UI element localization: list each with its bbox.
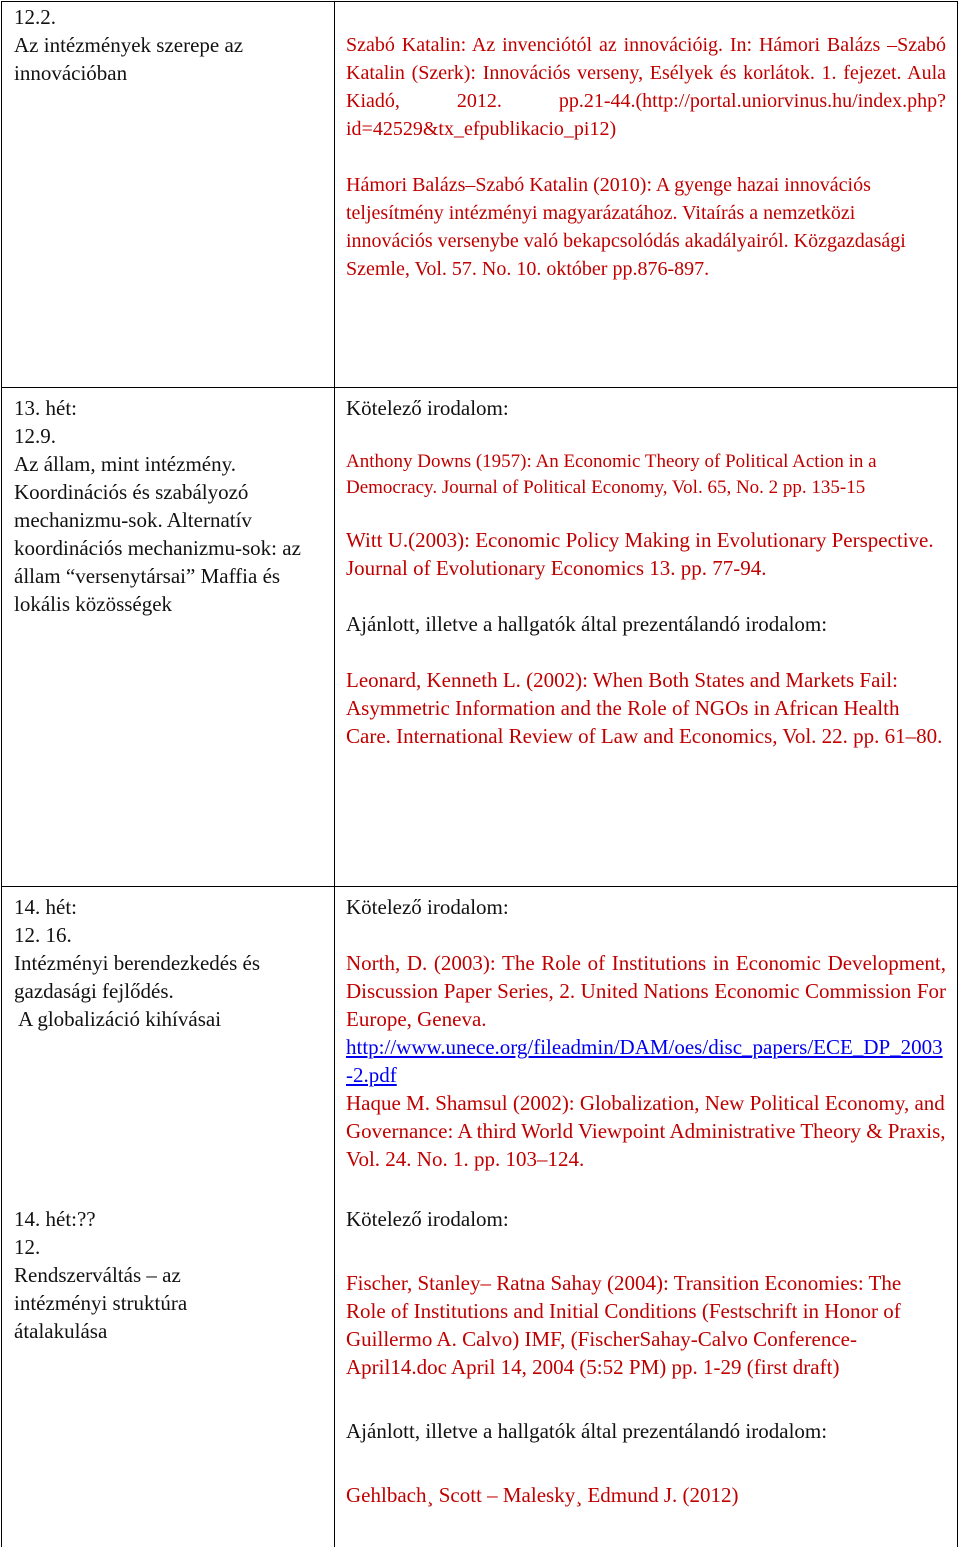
row2-required-label: Kötelező irodalom: bbox=[346, 396, 509, 420]
row4-readings-cell bbox=[346, 1205, 946, 1509]
row3-topic: Intézményi berendezkedés és gazdasági fejlődés. bbox=[14, 951, 261, 1003]
row3-link-line bbox=[346, 1033, 946, 1089]
row2-topic-cell bbox=[14, 394, 324, 618]
row2-reference-3: Leonard, Kenneth L. (2002): When Both States and Markets Fail: Asymmetric Information and the Role of NGOs in African Health Care. International Review of Law and Economics, Vol. 22. pp. 61–80. bbox=[346, 668, 943, 748]
row2-week: 13. hét: bbox=[14, 396, 77, 420]
row1-reference-2: Hámori Balázs–Szabó Katalin (2010): A gyenge hazai innovációs teljesítmény intézményi magyarázatához. Vitaírás a nemzetközi innovációs versenybe való bekapcsolódás akadályairól. Közgazdasági Szemle, Vol. 57. No. 10. október pp.876-897. bbox=[346, 174, 906, 280]
table-border-top bbox=[1, 1, 958, 2]
row3-topic-cell bbox=[14, 893, 324, 1033]
row2-recommended-label: Ajánlott, illetve a hallgatók által prezentálandó irodalom: bbox=[346, 612, 828, 636]
row4-week: 14. hét:?? bbox=[14, 1207, 96, 1231]
row2-topic: Az állam, mint intézmény. Koordinációs és szabályozó mechanizmu-sok. Alternatív koordinációs mechanizmu-sok: az állam “versenytársai” Maffia és lokális közösségek bbox=[14, 452, 301, 616]
row3-reference-1: North, D. (2003): The Role of Institutions in Economic Development, Discussion Paper Series, 2. United Nations Economic Commission For Europe, Geneva. bbox=[346, 951, 946, 1031]
row1-date: 12.2. bbox=[14, 5, 56, 29]
table-border-left bbox=[1, 1, 2, 1547]
row3-readings-cell bbox=[346, 893, 946, 1173]
row2-readings-cell bbox=[346, 394, 946, 750]
column-divider bbox=[334, 1, 335, 1547]
row1-topic-cell bbox=[14, 3, 324, 87]
row-divider-2 bbox=[1, 886, 958, 887]
row3-reference-link[interactable]: http://www.unece.org/fileadmin/DAM/oes/disc_papers/ECE_DP_2003-2.pdf bbox=[346, 1035, 943, 1087]
row2-date: 12.9. bbox=[14, 424, 56, 448]
row4-recommended-label: Ajánlott, illetve a hallgatók által prezentálandó irodalom: bbox=[346, 1419, 828, 1443]
row4-reference-2: Gehlbach¸ Scott – Malesky¸ Edmund J. (2012) bbox=[346, 1483, 739, 1507]
row1-reference-1: Szabó Katalin: Az invenciótól az innovációig. In: Hámori Balázs –Szabó Katalin (Szerk): Innovációs verseny, Esélyek és korlátok. 1. fejezet. Aula Kiadó, 2012. pp.21-44.(http://portal.uniorvinus.hu/index.php?id=42529&tx_efpublikacio_pi12) bbox=[346, 34, 946, 140]
table-border-right bbox=[957, 1, 958, 1547]
row4-topic-cell bbox=[14, 1205, 324, 1345]
row4-topic: Rendszerváltás – az intézményi struktúra átalakulása bbox=[14, 1263, 188, 1343]
row3-week: 14. hét: bbox=[14, 895, 77, 919]
row4-date: 12. bbox=[14, 1235, 41, 1259]
row3-required-label: Kötelező irodalom: bbox=[346, 895, 509, 919]
row4-reference-1: Fischer, Stanley– Ratna Sahay (2004): Transition Economies: The Role of Institutions and Initial Conditions (Festschrift in Honor of Guillermo A. Calvo) IMF, (FischerSahay-Calvo Conference-April14.doc April 14, 2004 (5:52 PM) pp. 1-29 (first draft) bbox=[346, 1271, 902, 1379]
row3-topic-2: A globalizáció kihívásai bbox=[14, 1007, 222, 1031]
row4-required-label: Kötelező irodalom: bbox=[346, 1207, 509, 1231]
row1-topic: Az intézmények szerepe az innovációban bbox=[14, 33, 244, 85]
row3-date: 12. 16. bbox=[14, 923, 72, 947]
row-divider-1 bbox=[1, 387, 958, 388]
row2-reference-1: Anthony Downs (1957): An Economic Theory of Political Action in a Democracy. Journal of Political Economy, Vol. 65, No. 2 pp. 135-15 bbox=[346, 451, 877, 498]
row3-reference-2: Haque M. Shamsul (2002): Globalization, New Political Economy, and Governance: A third World Viewpoint Administrative Theory & Praxis, Vol. 24. No. 1. pp. 103–124. bbox=[346, 1091, 946, 1171]
row2-reference-2: Witt U.(2003): Economic Policy Making in Evolutionary Perspective. Journal of Evolutionary Economics 13. pp. 77-94. bbox=[346, 528, 934, 580]
row1-readings-cell bbox=[346, 31, 946, 283]
